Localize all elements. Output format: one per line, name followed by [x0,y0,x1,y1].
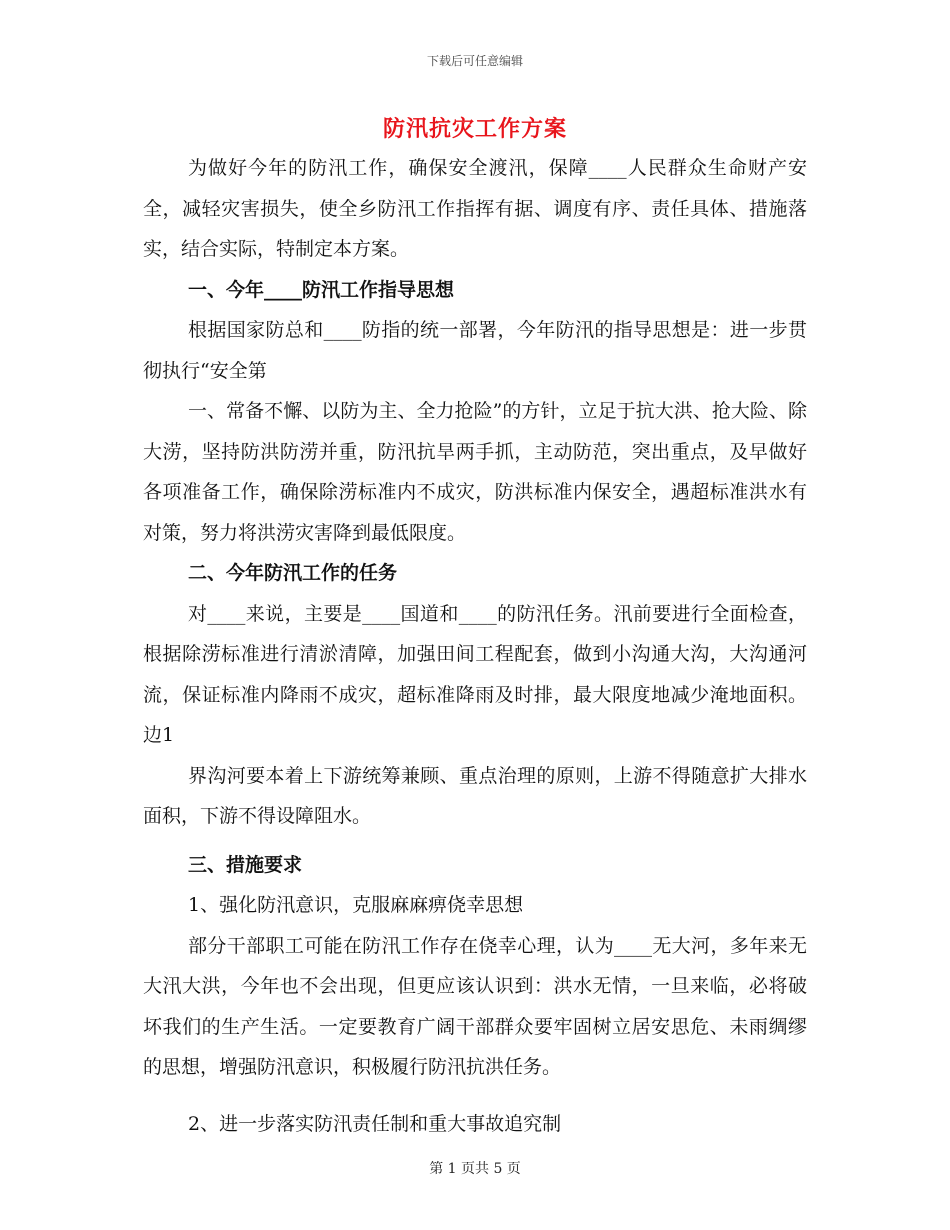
body-paragraph: 一、常备不懈、以防为主、全力抢险”的方针，立足于抗大洪、抢大险、除大涝，坚持防洪防涝并重，防汛抗旱两手抓，主动防范，突出重点，及早做好各项准备工作，确保除涝标准内不成灾，防洪标准内保安全，遇超标准洪水有对策，努力将洪涝灾害降到最低限度。 [143,400,807,544]
document-body [143,148,807,1144]
subsection-heading-2: 2、进一步落实防汛责任制和重大事故追究制 [188,1112,562,1135]
section-heading-3: 三、措施要求 [188,853,303,876]
body-paragraph: 根据国家防总和____防指的统一部署，今年防汛的指导思想是：进一步贯彻执行“安全第 [143,319,807,382]
intro-paragraph: 为做好今年的防汛工作，确保安全渡汛，保障____人民群众生命财产安全，减轻灾害损失，使全乡防汛工作指挥有据、调度有序、责任具体、措施落实，结合实际，特制定本方案。 [143,157,807,260]
section-heading-1: 一、今年____防汛工作指导思想 [188,278,455,301]
page-footer: 第 1 页共 5 页 [429,1161,521,1177]
body-paragraph: 界沟河要本着上下游统筹兼顾、重点治理的原则，上游不得随意扩大排水面积，下游不得设障阻水。 [143,764,807,827]
document-title: 防汛抗灾工作方案 [382,116,567,142]
body-paragraph: 部分干部职工可能在防汛工作存在侥幸心理，认为____无大河，多年来无大汛大洪，今年也不会出现，但更应该认识到：洪水无情，一旦来临，必将破坏我们的生产生活。一定要教育广阔干部群众要牢固树立居安思危、未雨绸缪的思想，增强防汛意识，积极履行防汛抗洪任务。 [143,934,807,1078]
body-paragraph: 对____来说，主要是____国道和____的防汛任务。汛前要进行全面检查，根据除涝标准进行清淤清障，加强田间工程配套，做到小沟通大沟，大沟通河流，保证标准内降雨不成灾，超标准降雨及时排，最大限度地减少淹地面积。边1 [143,602,807,746]
page-header: 下载后可任意编辑 [426,54,523,68]
section-heading-2: 二、今年防汛工作的任务 [188,562,398,584]
subsection-heading-1: 1、强化防汛意识，克服麻麻痹侥幸思想 [188,894,524,916]
